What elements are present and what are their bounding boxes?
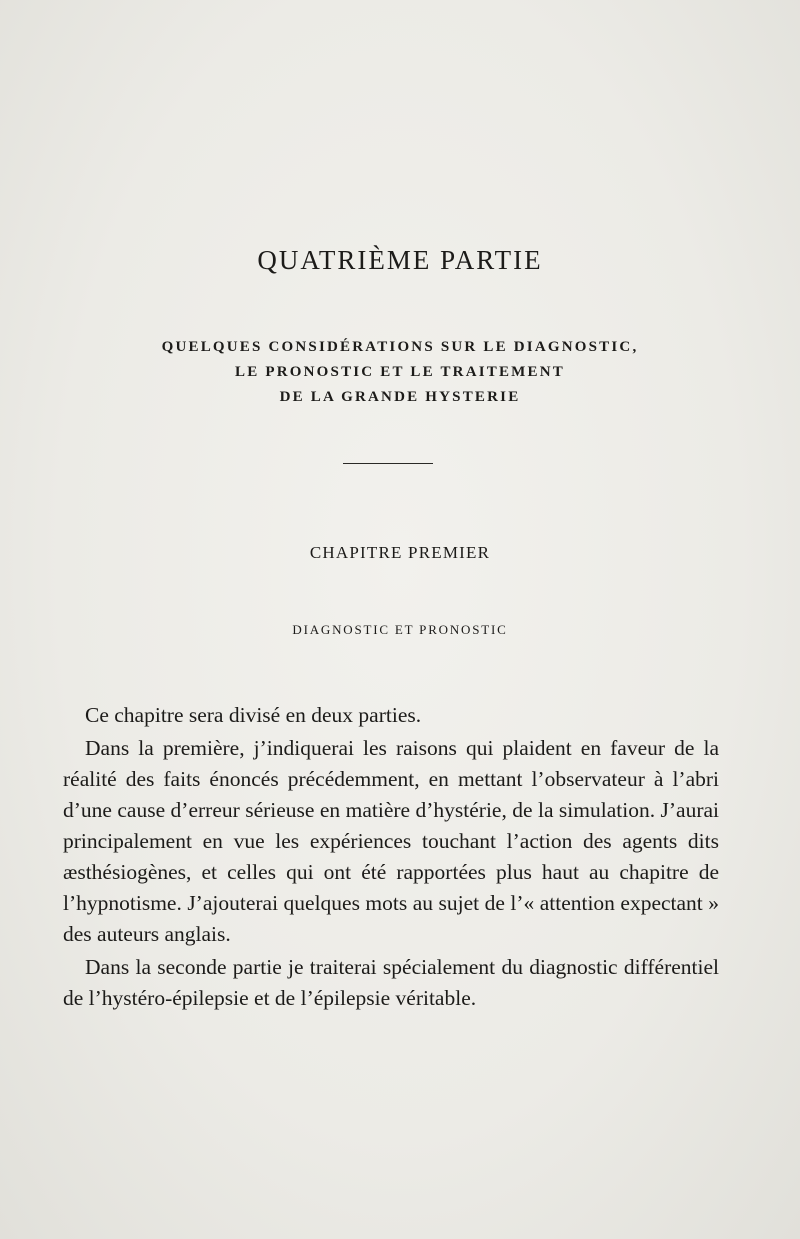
main-title-line: QUELQUES CONSIDÉRATIONS SUR LE DIAGNOSTIC,	[161, 339, 639, 355]
main-title-line: LE PRONOSTIC ET LE TRAITEMENT	[235, 364, 565, 380]
chapter-title: CHAPITRE PREMIER	[309, 543, 491, 562]
part-title: QUATRIÈME PARTIE	[257, 245, 543, 275]
main-title	[40, 335, 760, 410]
title-divider	[343, 463, 433, 464]
body-text	[63, 700, 719, 1016]
paragraph: Ce chapitre sera divisé en deux parties.	[85, 703, 422, 727]
paragraph: Dans la première, j’indiquerai les raisons qui plaident en faveur de la réalité des faits énoncés précédemment, en mettant l’observateur à l’abri d’une cause d’erreur sérieuse en matière d’hystérie, de la simulation. J’aurai principalement en vue les expériences touchant l’action des agents dits æsthésiogènes, et celles qui ont été rapportées plus haut au chapitre de l’hypnotisme. J’ajouterai quelques mots au sujet de l’« attention expectant » des auteurs anglais.	[63, 736, 719, 946]
paragraph: Dans la seconde partie je traiterai spécialement du diagnostic différentiel de l’hystéro-épilepsie et de l’épilepsie véritable.	[63, 955, 719, 1010]
main-title-line: DE LA GRANDE HYSTERIE	[279, 389, 521, 405]
section-title: DIAGNOSTIC ET PRONOSTIC	[292, 622, 508, 637]
